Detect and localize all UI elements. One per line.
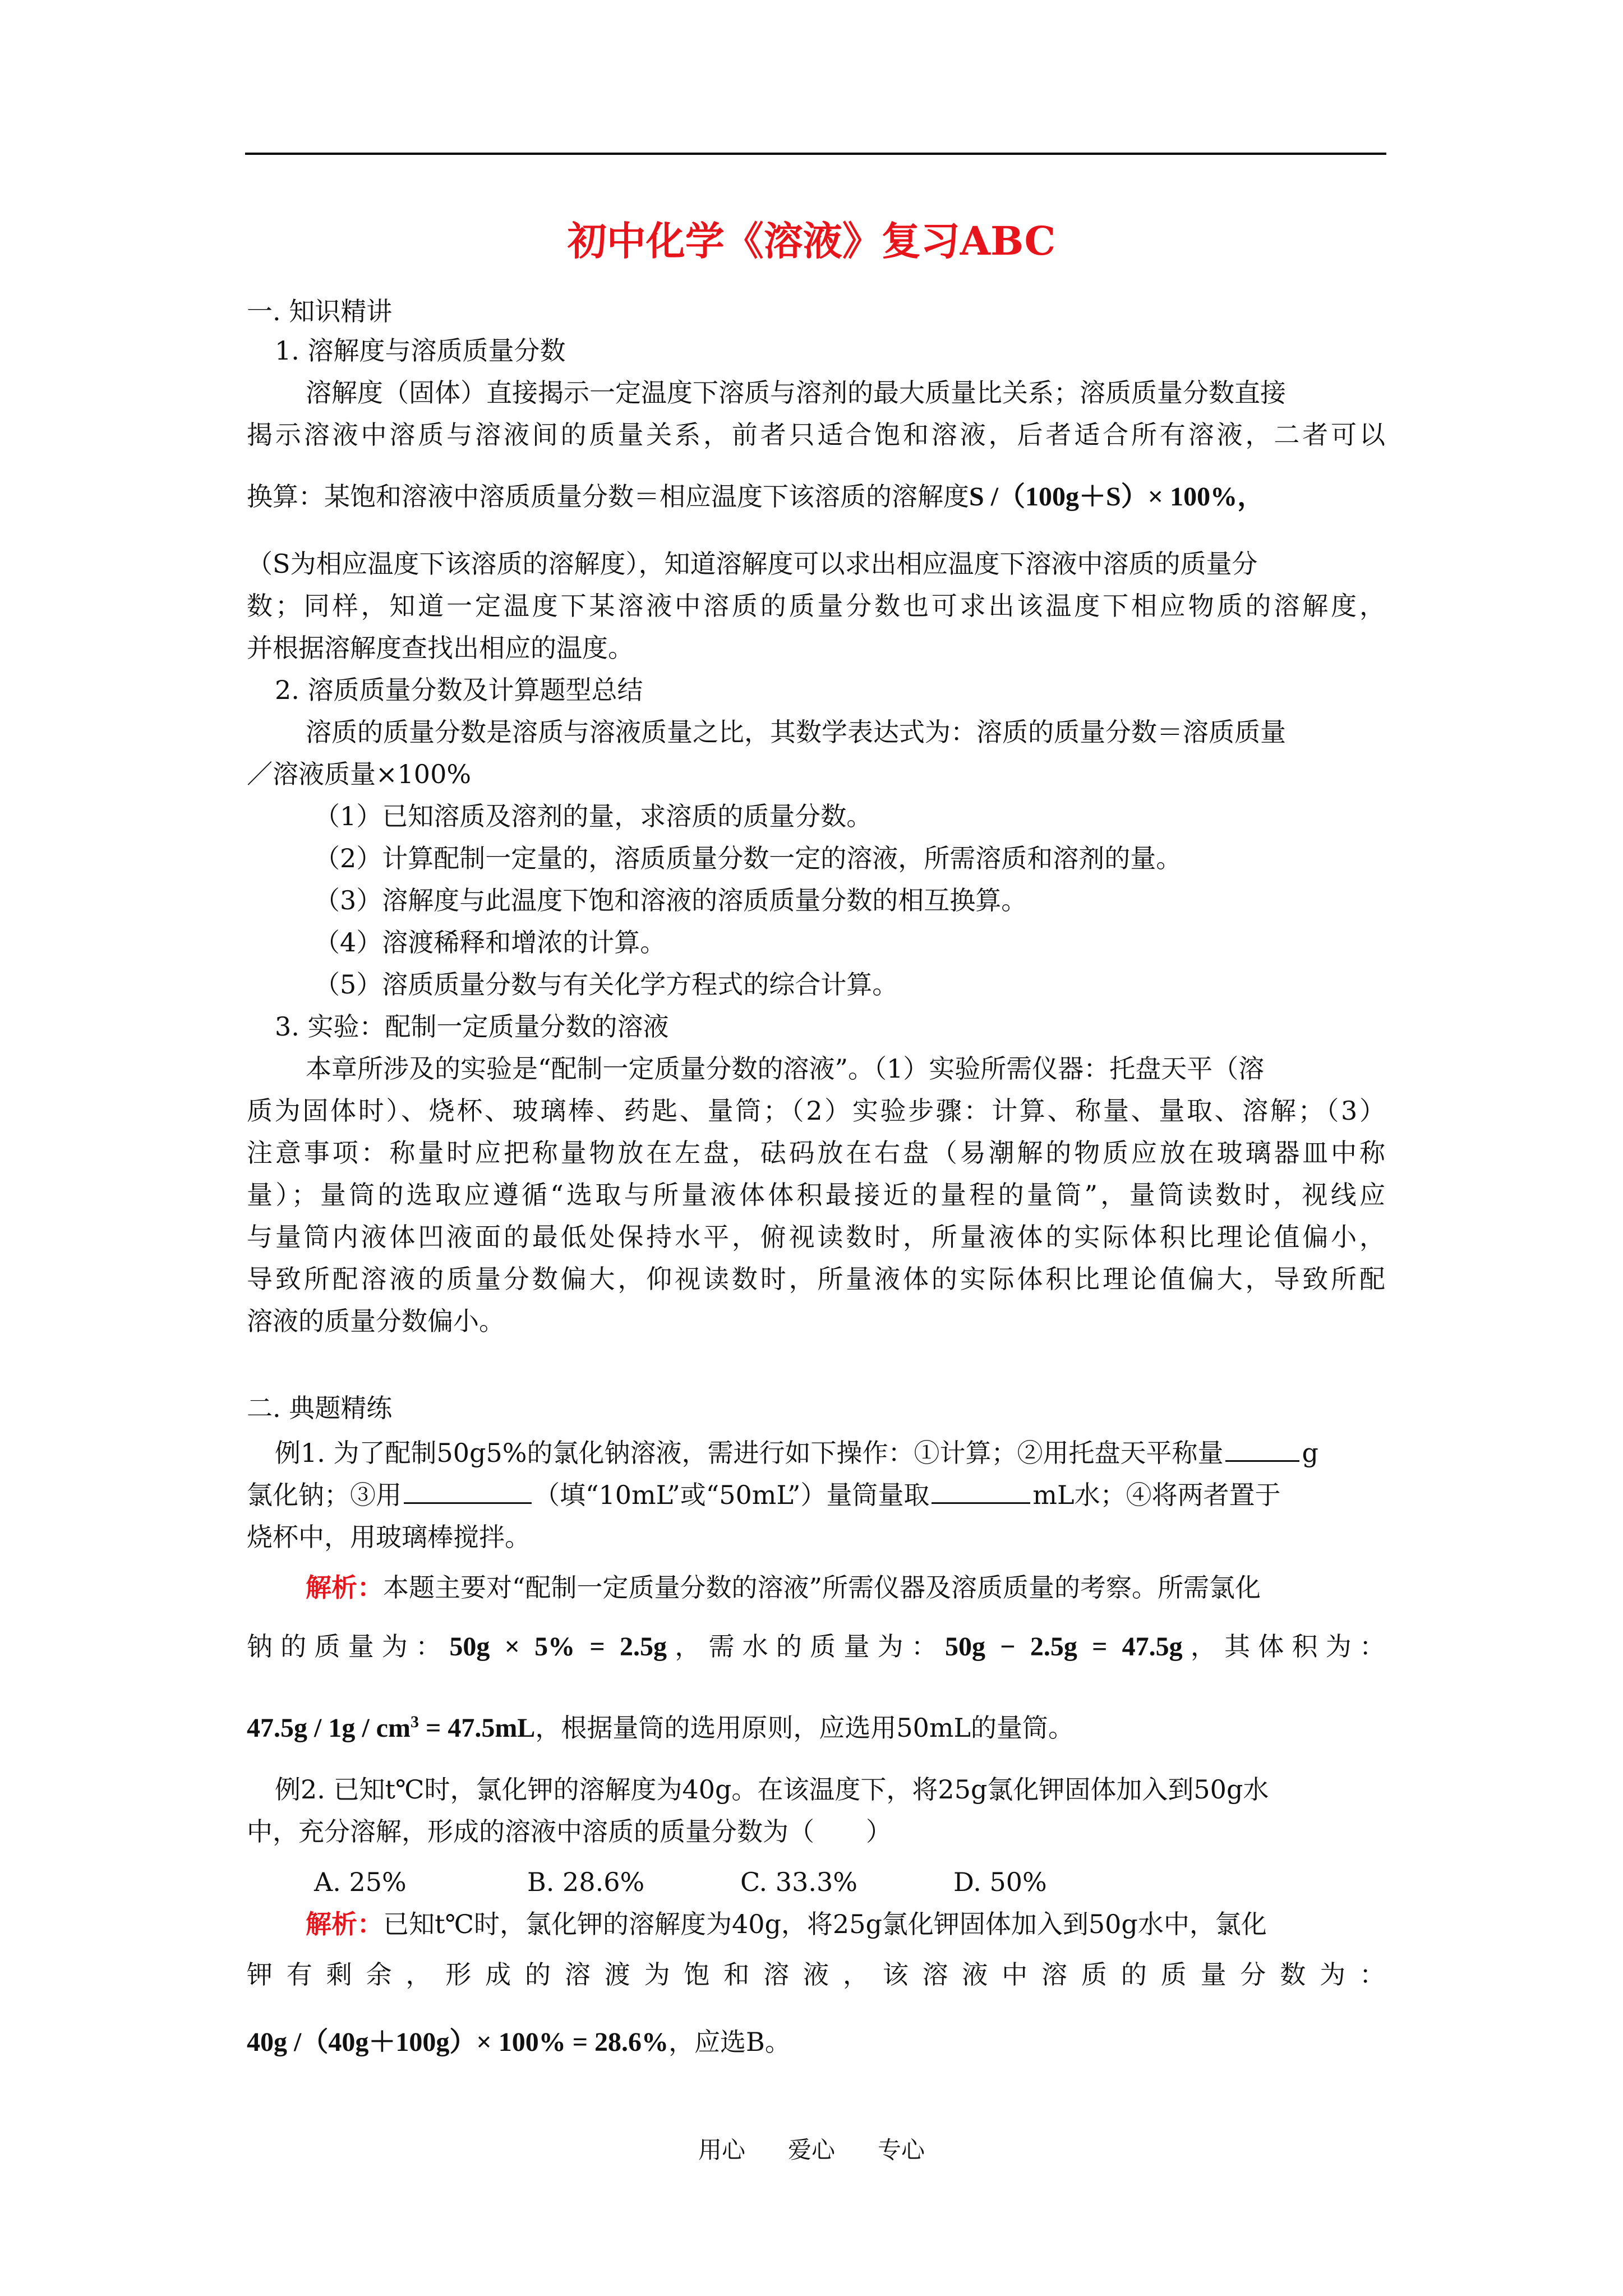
list-item: （1）已知溶质及溶剂的量，求溶质的质量分数。 [314, 801, 873, 831]
analysis-text: 本题主要对“配制一定质量分数的溶液”所需仪器及溶质质量的考察。所需氯化 [383, 1572, 1261, 1603]
analysis-text: ，根据量筒的选用原则，应选用50mL的量筒。 [535, 1713, 1075, 1743]
paragraph-line: 与量筒内液体凹液面的最低处保持水平，俯视读数时，所量液体的实际体积比理论值偏小， [247, 1222, 1385, 1252]
formula-water-mass: 50g − 2.5g = 47.5g [945, 1632, 1183, 1662]
paragraph-line: 数；同样，知道一定温度下某溶液中溶质的质量分数也可求出该温度下相应物质的溶解度， [247, 591, 1385, 621]
paragraph-line: 并根据溶解度查找出相应的温度。 [247, 633, 634, 663]
unit-text: g [1302, 1438, 1318, 1468]
paragraph-line: （S为相应温度下该溶质的溶解度），知道溶解度可以求出相应温度下溶液中溶质的质量分 [247, 549, 1258, 579]
analysis-text: 钠的质量为： [247, 1631, 450, 1662]
analysis-line-with-formula [247, 1705, 1074, 1745]
formula-part: 47.5g / 1g / cm [247, 1713, 411, 1743]
options-row [314, 1865, 1166, 1899]
option-b: B. 28.6% [527, 1867, 645, 1897]
paragraph-line: 溶液的质量分数偏小。 [247, 1306, 505, 1336]
subheading-solubility: 1. 溶解度与溶质质量分数 [275, 335, 566, 366]
analysis-text: ，其体积为： [1182, 1631, 1386, 1662]
footer-text: 用心 [698, 2136, 745, 2164]
paragraph-line: 注意事项：称量时应把称量物放在左盘，砝码放在右盘（易潮解的物质应放在玻璃器皿中称 [247, 1138, 1385, 1168]
example-1-line [247, 1478, 1281, 1512]
paragraph-line: 溶质的质量分数是溶质与溶液质量之比，其数学表达式为：溶质的质量分数＝溶质质量 [306, 717, 1286, 747]
analysis-line [306, 1907, 1267, 1941]
answer-blank [404, 1480, 532, 1504]
formula-exponent: 3 [410, 1713, 419, 1731]
example-2-line: 例2. 已知t℃时，氯化钾的溶解度为40g。在该温度下，将25g氯化钾固体加入到50g水 [275, 1774, 1269, 1805]
subheading-experiment: 3. 实验：配制一定质量分数的溶液 [275, 1011, 669, 1042]
header-rule [245, 153, 1386, 155]
document-title: 初中化学《溶液》复习ABC [567, 218, 1056, 264]
formula-volume [247, 1713, 535, 1743]
list-item: （4）溶渡稀释和增浓的计算。 [314, 927, 666, 958]
footer-text: 爱心 [787, 2136, 835, 2164]
formula-part: = 47.5mL [418, 1713, 536, 1743]
example-text: （填“10mL”或“50mL”）量筒量取 [534, 1480, 930, 1510]
analysis-line: 钾有剩余，形成的溶渡为饱和溶液，该溶液中溶质的质量分数为： [247, 1959, 1385, 1990]
analysis-label: 解析： [306, 1909, 383, 1939]
paragraph-line: 溶解度（固体）直接揭示一定温度下溶质与溶剂的最大质量比关系；溶质质量分数直接 [306, 378, 1286, 408]
analysis-label: 解析： [306, 1572, 383, 1603]
formula-mass-fraction-answer: 40g /（40g＋100g）× 100% = 28.6% [247, 2027, 669, 2057]
paragraph-line: 量）；量筒的选取应遵循“选取与所量液体体积最接近的量程的量筒”，量筒读数时，视线应 [247, 1180, 1385, 1210]
example-1-line: 烧杯中，用玻璃棒搅拌。 [247, 1522, 531, 1552]
example-text: mL水；④将两者置于 [1032, 1480, 1281, 1510]
example-2-line: 中，充分溶解，形成的溶液中溶质的质量分数为（ ） [247, 1816, 892, 1847]
example-text: 例1. 为了配制50g5%的氯化钠溶液，需进行如下操作：①计算；②用托盘天平称量 [275, 1438, 1224, 1468]
paragraph-line: 本章所涉及的实验是“配制一定质量分数的溶液”。（1）实验所需仪器：托盘天平（溶 [306, 1053, 1265, 1084]
paragraph-line: ／溶液质量×100% [247, 759, 472, 789]
section-heading-examples: 二. 典题精练 [247, 1393, 393, 1423]
paragraph-line: 导致所配溶液的质量分数偏大，仰视读数时，所量液体的实际体积比理论值偏大，导致所配 [247, 1264, 1385, 1294]
answer-blank [932, 1480, 1030, 1504]
section-heading-knowledge: 一. 知识精讲 [247, 296, 393, 326]
page-footer [0, 2132, 1623, 2165]
formula-solute-mass: 50g × 5% = 2.5g [449, 1632, 667, 1662]
analysis-text: 已知t℃时，氯化钾的溶解度为40g，将25g氯化钾固体加入到50g水中，氯化 [383, 1909, 1267, 1939]
answer-blank [1225, 1438, 1299, 1462]
paragraph-line: 质为固体时）、烧杯、玻璃棒、药匙、量筒；（2）实验步骤：计算、称量、量取、溶解；（3） [247, 1096, 1385, 1126]
option-a: A. 25% [314, 1867, 407, 1897]
list-item: （2）计算配制一定量的，溶质质量分数一定的溶液，所需溶质和溶剂的量。 [314, 843, 1182, 873]
option-c: C. 33.3% [740, 1867, 857, 1897]
paragraph-line-with-formula [247, 480, 1264, 514]
analysis-text: ，需水的质量为： [667, 1631, 946, 1662]
option-d: D. 50% [953, 1867, 1047, 1897]
footer-text: 专心 [878, 2136, 925, 2164]
example-1-line [275, 1436, 1318, 1470]
analysis-text: ，应选B。 [668, 2027, 791, 2057]
analysis-line-with-formula [247, 1630, 1385, 1664]
list-item: （5）溶质质量分数与有关化学方程式的综合计算。 [314, 969, 898, 1000]
list-item: （3）溶解度与此温度下饱和溶液的溶质质量分数的相互换算。 [314, 885, 1027, 915]
paragraph-text: 换算：某饱和溶液中溶质质量分数＝相应温度下该溶质的溶解度 [247, 481, 969, 512]
subheading-mass-fraction: 2. 溶质质量分数及计算题型总结 [275, 675, 643, 705]
formula-mass-fraction: S /（100g＋S）× 100%， [969, 482, 1265, 512]
example-text: 氯化钠；③用 [247, 1480, 402, 1510]
paragraph-line: 揭示溶液中溶质与溶液间的质量关系，前者只适合饱和溶液，后者适合所有溶液，二者可以 [247, 420, 1385, 450]
analysis-line-with-formula [247, 2025, 791, 2059]
analysis-line [306, 1571, 1261, 1604]
